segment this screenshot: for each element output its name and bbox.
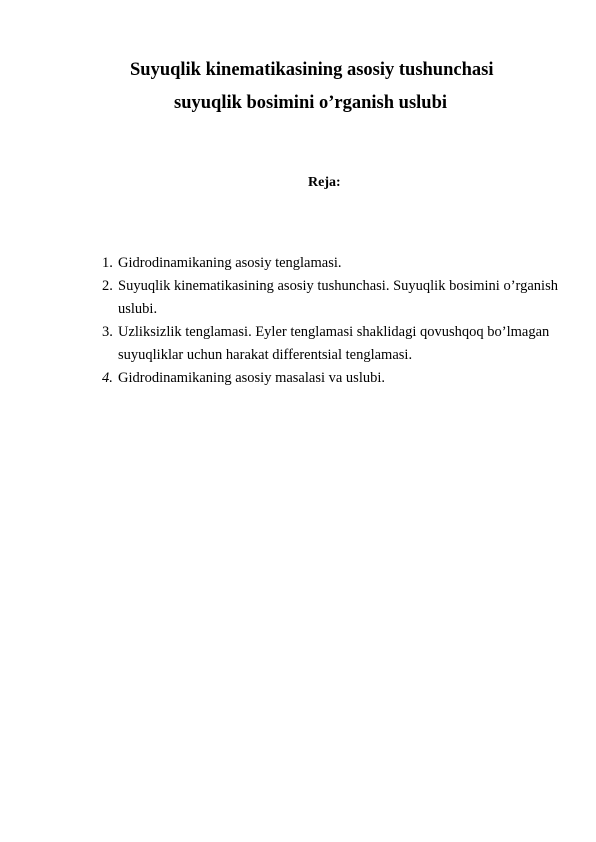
plan-item-text: Gidrodinamikaning asosiy tenglamasi.	[118, 255, 342, 271]
plan-item-text: Uzliksizlik tenglamasi. Eyler tenglamasi shaklidagi qovushqoq bo’lmagan suyuqliklar uchun harakat differentsial tenglamasi.	[118, 324, 550, 363]
plan-item-text: Suyuqlik kinematikasining asosiy tushunchasi. Suyuqlik bosimini o’rganish uslubi.	[118, 278, 558, 317]
plan-list	[102, 252, 562, 390]
document-title-line-1: Suyuqlik kinematikasining asosiy tushunchasi	[130, 60, 494, 80]
plan-item-number: 4.	[102, 370, 113, 386]
plan-item-number: 3.	[102, 324, 113, 340]
plan-item-text: Gidrodinamikaning asosiy masalasi va uslubi.	[118, 370, 386, 386]
plan-item	[102, 252, 562, 275]
plan-item-number: 2.	[102, 278, 113, 294]
plan-item	[102, 321, 562, 367]
plan-item-number: 1.	[102, 255, 113, 271]
plan-item	[102, 275, 562, 321]
document-title-line-2: suyuqlik bosimini o’rganish uslubi	[174, 93, 448, 113]
plan-item	[102, 367, 562, 390]
plan-heading: Reja:	[308, 175, 341, 190]
